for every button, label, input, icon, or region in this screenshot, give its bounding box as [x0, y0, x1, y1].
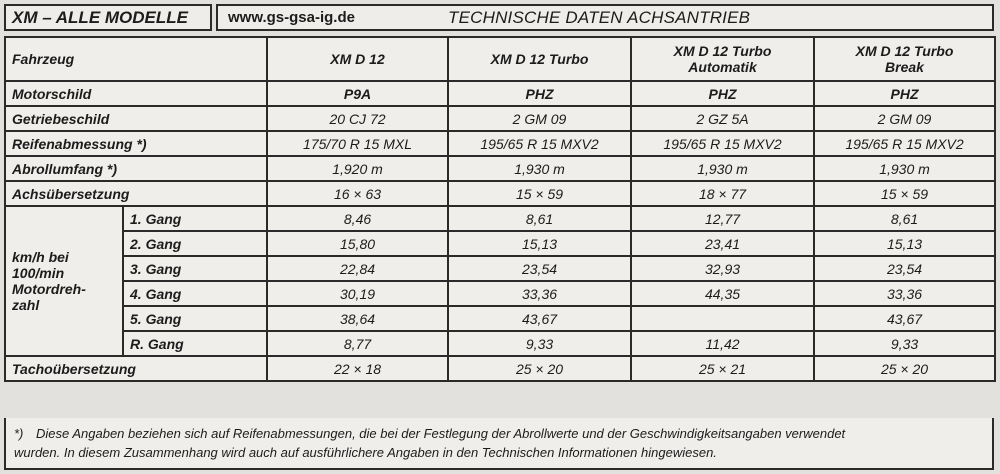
table-row	[5, 156, 995, 181]
table-cell: 9,33	[448, 331, 631, 356]
page-header	[216, 4, 994, 31]
table-cell: 2 GM 09	[814, 106, 995, 131]
column-header	[814, 37, 995, 81]
speed-group-line: 100/min	[12, 265, 65, 281]
speed-group-label	[5, 206, 123, 356]
table-cell: 33,36	[814, 281, 995, 306]
speed-group-line: Motordreh-	[12, 281, 86, 297]
technical-data-table	[4, 36, 996, 382]
column-header-line1: XM D 12 Turbo	[673, 43, 772, 59]
table-cell: 15 × 59	[814, 181, 995, 206]
row-label: Motorschild	[5, 81, 267, 106]
table-cell: 1,930 m	[814, 156, 995, 181]
column-header	[448, 37, 631, 81]
table-cell: 16 × 63	[267, 181, 448, 206]
column-header-line1: XM D 12	[330, 51, 385, 67]
table-row	[5, 231, 995, 256]
footnote-line1	[14, 424, 984, 443]
column-header	[631, 37, 814, 81]
table-cell: 8,77	[267, 331, 448, 356]
footnote	[4, 418, 994, 470]
table-cell: 195/65 R 15 MXV2	[631, 131, 814, 156]
table-cell: 9,33	[814, 331, 995, 356]
table-cell: 8,61	[814, 206, 995, 231]
table-row	[5, 331, 995, 356]
footnote-line2	[14, 443, 984, 462]
row-label: Getriebeschild	[5, 106, 267, 131]
column-header-line1: XM D 12 Turbo	[855, 43, 954, 59]
speed-group-line: km/h bei	[12, 249, 69, 265]
table-cell: PHZ	[448, 81, 631, 106]
table-row	[5, 181, 995, 206]
table-cell: 38,64	[267, 306, 448, 331]
footnote-text-1: Diese Angaben beziehen sich auf Reifenabmessungen, die bei der Festlegung der Abrollwerte und der Geschwindigkeitsangaben verwendet	[36, 426, 846, 441]
footnote-text-2: wurden. In diesem Zusammenhang wird auch auf ausführlichere Angaben in den Technischen Informationen hingewiesen.	[14, 445, 717, 460]
table-cell: 25 × 21	[631, 356, 814, 381]
table-cell: 44,35	[631, 281, 814, 306]
table-cell: 2 GM 09	[448, 106, 631, 131]
table-cell: 43,67	[814, 306, 995, 331]
table-cell: 33,36	[448, 281, 631, 306]
table-cell: 175/70 R 15 MXL	[267, 131, 448, 156]
table-cell: 20 CJ 72	[267, 106, 448, 131]
table-cell: 11,42	[631, 331, 814, 356]
column-header-line2: Break	[885, 59, 924, 75]
gear-label: 5. Gang	[123, 306, 267, 331]
table-cell: 1,930 m	[448, 156, 631, 181]
table-cell: 22 × 18	[267, 356, 448, 381]
table-cell: 23,54	[448, 256, 631, 281]
table-cell: 22,84	[267, 256, 448, 281]
table-row	[5, 281, 995, 306]
row-label: Tachoübersetzung	[5, 356, 267, 381]
gear-label: 3. Gang	[123, 256, 267, 281]
table-row	[5, 306, 995, 331]
column-header-line1: XM D 12 Turbo	[490, 51, 589, 67]
table-cell: 8,61	[448, 206, 631, 231]
table-cell: P9A	[267, 81, 448, 106]
table-cell: 25 × 20	[448, 356, 631, 381]
table-cell: 2 GZ 5A	[631, 106, 814, 131]
table-cell: 195/65 R 15 MXV2	[814, 131, 995, 156]
website-url: www.gs-gsa-ig.de	[228, 9, 355, 26]
table-cell: 32,93	[631, 256, 814, 281]
table-cell: 30,19	[267, 281, 448, 306]
table-row	[5, 256, 995, 281]
table-row	[5, 131, 995, 156]
table-row	[5, 356, 995, 381]
table-cell: 195/65 R 15 MXV2	[448, 131, 631, 156]
table-cell: 23,54	[814, 256, 995, 281]
table-cell: 18 × 77	[631, 181, 814, 206]
row-label: Abrollumfang *)	[5, 156, 267, 181]
column-header-line2: Automatik	[688, 59, 757, 75]
models-title	[4, 4, 212, 31]
speed-group-line: zahl	[12, 297, 40, 313]
table-row	[5, 206, 995, 231]
table-cell: 43,67	[448, 306, 631, 331]
gear-label: R. Gang	[123, 331, 267, 356]
table-cell: 23,41	[631, 231, 814, 256]
table-cell: 15,80	[267, 231, 448, 256]
models-title-text: XM – ALLE MODELLE	[12, 7, 188, 27]
table-cell: PHZ	[631, 81, 814, 106]
row-label: Achsübersetzung	[5, 181, 267, 206]
table-cell: 25 × 20	[814, 356, 995, 381]
table-cell: 1,930 m	[631, 156, 814, 181]
table-row	[5, 106, 995, 131]
table-cell: 12,77	[631, 206, 814, 231]
table-cell: 1,920 m	[267, 156, 448, 181]
page-title: TECHNISCHE DATEN ACHSANTRIEB	[448, 7, 751, 27]
vehicle-header: Fahrzeug	[5, 37, 267, 81]
gear-label: 4. Gang	[123, 281, 267, 306]
table-cell: PHZ	[814, 81, 995, 106]
table-row	[5, 81, 995, 106]
table-cell: 15,13	[814, 231, 995, 256]
table-cell: 15 × 59	[448, 181, 631, 206]
table-cell: 8,46	[267, 206, 448, 231]
column-header	[267, 37, 448, 81]
table-cell: 15,13	[448, 231, 631, 256]
table-cell	[631, 306, 814, 331]
gear-label: 1. Gang	[123, 206, 267, 231]
gear-label: 2. Gang	[123, 231, 267, 256]
table-header-row	[5, 37, 995, 81]
footnote-mark: *)	[14, 426, 24, 441]
row-label: Reifenabmessung *)	[5, 131, 267, 156]
